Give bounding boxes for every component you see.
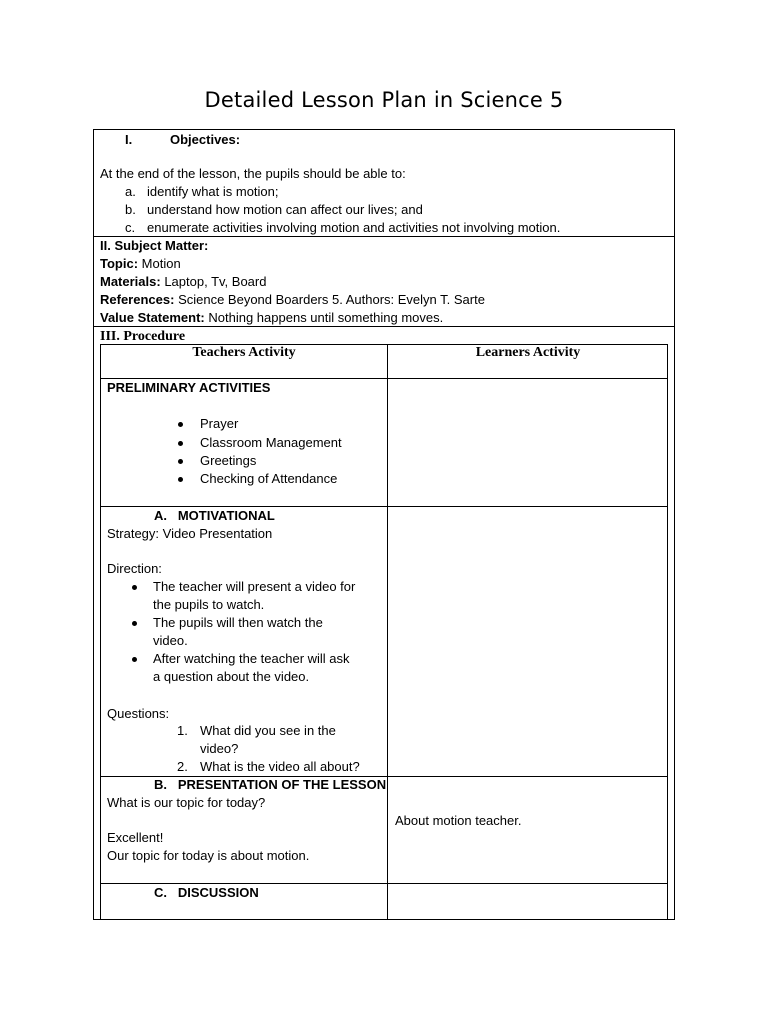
learner-response: About motion teacher.	[395, 813, 522, 828]
question-1-line-1: What did you see in the	[200, 723, 336, 738]
presentation-line-4: Our topic for today is about motion.	[107, 848, 310, 863]
topic-line	[100, 255, 181, 273]
materials-value: Laptop, Tv, Board	[164, 274, 267, 289]
references-label: References:	[100, 292, 175, 307]
presentation-line-3: Excellent!	[107, 830, 164, 845]
question-1-marker: 1.	[177, 723, 188, 738]
bullet-icon	[178, 459, 183, 464]
subject-matter-heading: II. Subject Matter:	[100, 238, 209, 253]
question-2-marker: 2.	[177, 759, 188, 774]
references-line	[100, 291, 485, 309]
discussion-heading: C. DISCUSSION	[154, 885, 259, 900]
question-1-line-2: video?	[200, 741, 239, 756]
objective-marker-a: a.	[125, 184, 136, 199]
preliminary-heading: PRELIMINARY ACTIVITIES	[107, 380, 271, 395]
questions-label: Questions:	[107, 706, 170, 721]
direction-3-line-1: After watching the teacher will ask	[153, 651, 350, 666]
learners-activity-header: Learners Activity	[475, 345, 581, 360]
objective-item-a: identify what is motion;	[147, 184, 279, 199]
materials-label: Materials:	[100, 274, 161, 289]
objectives-section	[94, 130, 674, 237]
objective-marker-b: b.	[125, 202, 136, 217]
preliminary-item-attendance: Checking of Attendance	[200, 471, 338, 486]
motivational-heading: A. MOTIVATIONAL	[154, 508, 275, 523]
value-statement-value: Nothing happens until something moves.	[208, 310, 444, 325]
bullet-icon	[132, 657, 137, 662]
objectives-heading: Objectives:	[170, 132, 241, 147]
bullet-icon	[178, 441, 183, 446]
materials-line	[100, 273, 266, 291]
column-divider	[387, 344, 388, 920]
subject-matter-section	[94, 237, 674, 327]
objectives-numeral: I.	[125, 132, 133, 147]
objective-marker-c: c.	[125, 220, 136, 235]
topic-label: Topic:	[100, 256, 139, 271]
bullet-icon	[132, 585, 137, 590]
preliminary-item-greetings: Greetings	[200, 453, 257, 468]
direction-label: Direction:	[107, 561, 162, 576]
direction-1-line-1: The teacher will present a video for	[153, 579, 356, 594]
procedure-heading: III. Procedure	[100, 329, 186, 344]
question-2-line-1: What is the video all about?	[200, 759, 360, 774]
direction-3-line-2: a question about the video.	[153, 669, 310, 684]
direction-1-line-2: the pupils to watch.	[153, 597, 265, 612]
bullet-icon	[132, 621, 137, 626]
page-title: Detailed Lesson Plan in Science 5	[204, 88, 564, 112]
preliminary-item-prayer: Prayer	[200, 416, 239, 431]
presentation-heading: B. PRESENTATION OF THE LESSON	[154, 777, 387, 792]
bullet-icon	[178, 477, 183, 482]
presentation-line-1: What is our topic for today?	[107, 795, 266, 810]
objectives-intro: At the end of the lesson, the pupils should be able to:	[100, 166, 406, 181]
preliminary-item-classroom: Classroom Management	[200, 435, 342, 450]
value-statement-label: Value Statement:	[100, 310, 205, 325]
value-statement-line	[100, 309, 443, 327]
motivational-strategy: Strategy: Video Presentation	[107, 526, 273, 541]
bullet-icon	[178, 422, 183, 427]
direction-2-line-2: video.	[153, 633, 188, 648]
teachers-activity-header: Teachers Activity	[192, 345, 296, 360]
objective-item-c: enumerate activities involving motion and activities not involving motion.	[147, 220, 561, 235]
objective-item-b: understand how motion can affect our lives; and	[147, 202, 423, 217]
direction-2-line-1: The pupils will then watch the	[153, 615, 323, 630]
topic-value: Motion	[141, 256, 181, 271]
references-value: Science Beyond Boarders 5. Authors: Evelyn T. Sarte	[178, 292, 485, 307]
